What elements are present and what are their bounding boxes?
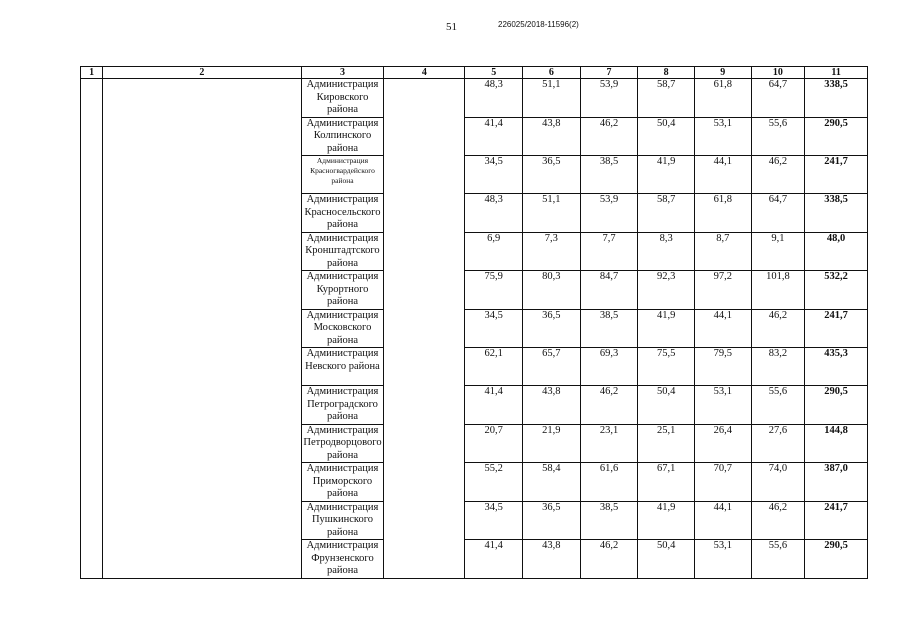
value-cell: 46,2 xyxy=(580,386,638,425)
value-cell: 53,1 xyxy=(694,386,751,425)
value-cell: 84,7 xyxy=(580,271,638,310)
value-cell: 80,3 xyxy=(523,271,581,310)
value-cell: 50,4 xyxy=(638,386,695,425)
organization-cell: Администрация Красносельского района xyxy=(301,194,384,233)
table-row xyxy=(81,79,868,118)
total-cell: 241,7 xyxy=(805,309,868,348)
total-cell: 435,3 xyxy=(805,348,868,386)
value-cell: 53,9 xyxy=(580,194,638,233)
value-cell: 20,7 xyxy=(465,424,523,463)
column-header-11: 11 xyxy=(805,67,868,79)
value-cell: 65,7 xyxy=(523,348,581,386)
value-cell: 61,8 xyxy=(694,79,751,118)
column-header-10: 10 xyxy=(751,67,805,79)
value-cell: 43,8 xyxy=(523,386,581,425)
column-header-2: 2 xyxy=(103,67,301,79)
organization-cell: Администрация Петродворцового района xyxy=(301,424,384,463)
total-cell: 338,5 xyxy=(805,79,868,118)
value-cell: 26,4 xyxy=(694,424,751,463)
value-cell: 38,5 xyxy=(580,309,638,348)
value-cell: 46,2 xyxy=(580,117,638,156)
value-cell: 58,7 xyxy=(638,79,695,118)
value-cell: 43,8 xyxy=(523,117,581,156)
column-header-8: 8 xyxy=(638,67,695,79)
organization-cell: Администрация Красногвардейского района xyxy=(301,156,384,194)
value-cell: 27,6 xyxy=(751,424,805,463)
value-cell: 101,8 xyxy=(751,271,805,310)
value-cell: 75,5 xyxy=(638,348,695,386)
column-header-3: 3 xyxy=(301,67,384,79)
total-cell: 387,0 xyxy=(805,463,868,502)
value-cell: 55,6 xyxy=(751,540,805,579)
value-cell: 53,1 xyxy=(694,117,751,156)
value-cell: 53,9 xyxy=(580,79,638,118)
value-cell: 46,2 xyxy=(751,501,805,540)
page-number: 51 xyxy=(446,21,457,33)
organization-cell: Администрация Кировского района xyxy=(301,79,384,118)
value-cell: 64,7 xyxy=(751,79,805,118)
total-cell: 48,0 xyxy=(805,232,868,271)
column-header-7: 7 xyxy=(580,67,638,79)
organization-cell: Администрация Колпинского района xyxy=(301,117,384,156)
value-cell: 36,5 xyxy=(523,501,581,540)
value-cell: 97,2 xyxy=(694,271,751,310)
value-cell: 46,2 xyxy=(751,156,805,194)
total-cell: 532,2 xyxy=(805,271,868,310)
value-cell: 79,5 xyxy=(694,348,751,386)
column-header-6: 6 xyxy=(523,67,581,79)
value-cell: 55,6 xyxy=(751,386,805,425)
value-cell: 50,4 xyxy=(638,540,695,579)
value-cell: 34,5 xyxy=(465,309,523,348)
value-cell: 51,1 xyxy=(523,79,581,118)
value-cell: 61,6 xyxy=(580,463,638,502)
organization-cell: Администрация Приморского района xyxy=(301,463,384,502)
value-cell: 62,1 xyxy=(465,348,523,386)
value-cell: 8,7 xyxy=(694,232,751,271)
value-cell: 46,2 xyxy=(751,309,805,348)
value-cell: 41,4 xyxy=(465,117,523,156)
value-cell: 9,1 xyxy=(751,232,805,271)
value-cell: 53,1 xyxy=(694,540,751,579)
value-cell: 55,2 xyxy=(465,463,523,502)
organization-cell: Администрация Курортного района xyxy=(301,271,384,310)
value-cell: 34,5 xyxy=(465,501,523,540)
organization-cell: Администрация Московского района xyxy=(301,309,384,348)
organization-cell: Администрация Пушкинского района xyxy=(301,501,384,540)
value-cell: 58,4 xyxy=(523,463,581,502)
total-cell: 290,5 xyxy=(805,117,868,156)
total-cell: 290,5 xyxy=(805,540,868,579)
value-cell: 41,9 xyxy=(638,156,695,194)
column-1-cell xyxy=(81,79,103,579)
organization-cell: Администрация Петроградского района xyxy=(301,386,384,425)
value-cell: 48,3 xyxy=(465,194,523,233)
value-cell: 23,1 xyxy=(580,424,638,463)
value-cell: 44,1 xyxy=(694,501,751,540)
table-body xyxy=(81,79,868,579)
value-cell: 70,7 xyxy=(694,463,751,502)
value-cell: 41,4 xyxy=(465,540,523,579)
column-number-row xyxy=(81,67,868,79)
column-header-1: 1 xyxy=(81,67,103,79)
organization-cell: Администрация Фрунзенского района xyxy=(301,540,384,579)
total-cell: 338,5 xyxy=(805,194,868,233)
value-cell: 36,5 xyxy=(523,309,581,348)
value-cell: 61,8 xyxy=(694,194,751,233)
value-cell: 38,5 xyxy=(580,156,638,194)
column-2-cell xyxy=(103,79,301,579)
value-cell: 41,9 xyxy=(638,309,695,348)
value-cell: 34,5 xyxy=(465,156,523,194)
value-cell: 69,3 xyxy=(580,348,638,386)
value-cell: 8,3 xyxy=(638,232,695,271)
organization-cell: Администрация Кронштадтского района xyxy=(301,232,384,271)
value-cell: 38,5 xyxy=(580,501,638,540)
value-cell: 7,3 xyxy=(523,232,581,271)
value-cell: 48,3 xyxy=(465,79,523,118)
value-cell: 41,4 xyxy=(465,386,523,425)
column-header-5: 5 xyxy=(465,67,523,79)
value-cell: 64,7 xyxy=(751,194,805,233)
value-cell: 25,1 xyxy=(638,424,695,463)
value-cell: 36,5 xyxy=(523,156,581,194)
total-cell: 241,7 xyxy=(805,156,868,194)
column-header-4: 4 xyxy=(384,67,465,79)
organization-cell: Администрация Невского района xyxy=(301,348,384,386)
value-cell: 92,3 xyxy=(638,271,695,310)
value-cell: 55,6 xyxy=(751,117,805,156)
value-cell: 41,9 xyxy=(638,501,695,540)
total-cell: 241,7 xyxy=(805,501,868,540)
value-cell: 58,7 xyxy=(638,194,695,233)
total-cell: 290,5 xyxy=(805,386,868,425)
column-header-9: 9 xyxy=(694,67,751,79)
value-cell: 50,4 xyxy=(638,117,695,156)
value-cell: 44,1 xyxy=(694,309,751,348)
value-cell: 67,1 xyxy=(638,463,695,502)
document-id: 226025/2018-11596(2) xyxy=(498,20,579,29)
value-cell: 7,7 xyxy=(580,232,638,271)
value-cell: 46,2 xyxy=(580,540,638,579)
value-cell: 75,9 xyxy=(465,271,523,310)
value-cell: 21,9 xyxy=(523,424,581,463)
value-cell: 51,1 xyxy=(523,194,581,233)
total-cell: 144,8 xyxy=(805,424,868,463)
value-cell: 44,1 xyxy=(694,156,751,194)
budget-table xyxy=(80,66,868,579)
value-cell: 6,9 xyxy=(465,232,523,271)
value-cell: 74,0 xyxy=(751,463,805,502)
value-cell: 43,8 xyxy=(523,540,581,579)
column-4-cell xyxy=(384,79,465,579)
value-cell: 83,2 xyxy=(751,348,805,386)
